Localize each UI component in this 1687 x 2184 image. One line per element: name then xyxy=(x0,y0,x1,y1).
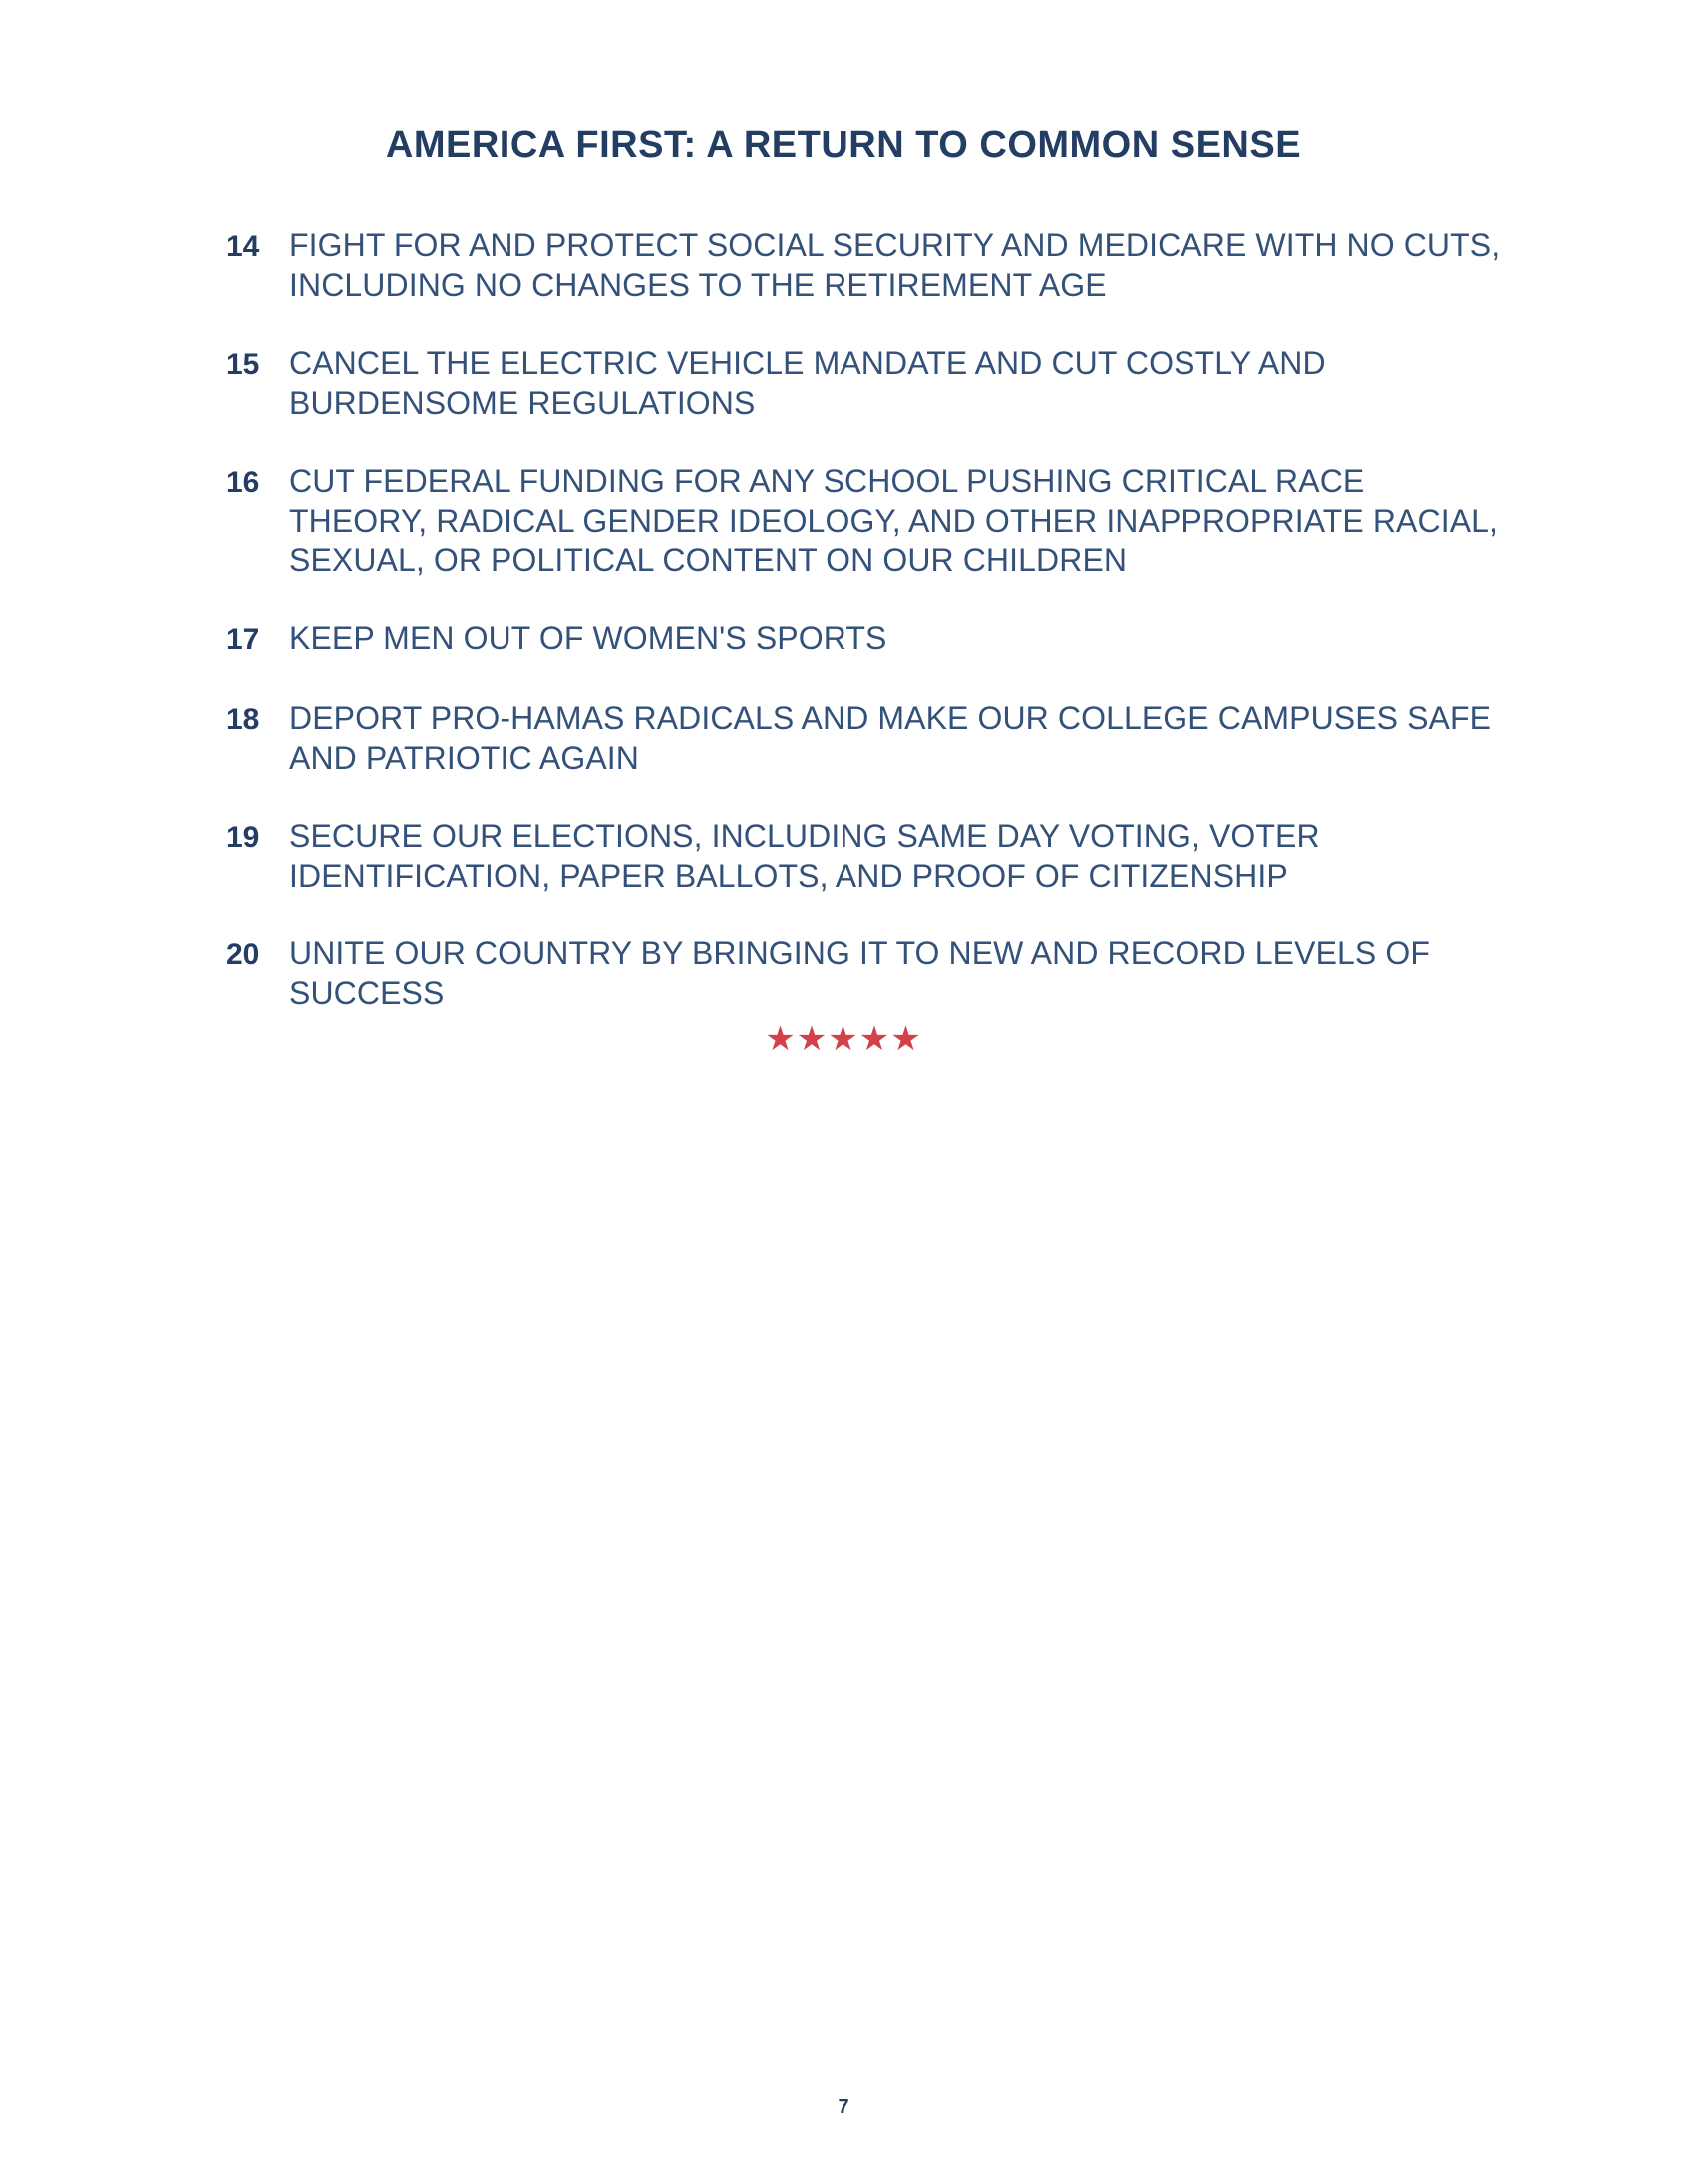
item-text: FIGHT FOR AND PROTECT SOCIAL SECURITY AND MEDICARE WITH NO CUTS, INCLUDING NO CHANGES TO THE RETIREMENT AGE xyxy=(289,227,1501,303)
page-title: AMERICA FIRST: A RETURN TO COMMON SENSE xyxy=(385,124,1302,166)
star-divider: ★★★★★ xyxy=(765,1020,922,1058)
item-text: DEPORT PRO-HAMAS RADICALS AND MAKE OUR COLLEGE CAMPUSES SAFE AND PATRIOTIC AGAIN xyxy=(289,700,1492,776)
item-number: 14 xyxy=(226,230,260,263)
list-item xyxy=(226,225,1503,305)
list-item xyxy=(226,618,1503,660)
item-text: CANCEL THE ELECTRIC VEHICLE MANDATE AND CUT COSTLY AND BURDENSOME REGULATIONS xyxy=(289,345,1326,421)
list-item xyxy=(226,461,1503,580)
list-item xyxy=(226,933,1503,1013)
policy-list xyxy=(226,225,1503,1051)
list-item xyxy=(226,698,1503,778)
item-number: 16 xyxy=(226,466,260,499)
item-number: 18 xyxy=(226,703,260,736)
item-text: CUT FEDERAL FUNDING FOR ANY SCHOOL PUSHING CRITICAL RACE THEORY, RADICAL GENDER IDEOLOGY, AND OTHER INAPPROPRIATE RACIAL, SEXUAL, OR POLITICAL CONTENT ON OUR CHILDREN xyxy=(289,463,1499,578)
list-item xyxy=(226,816,1503,896)
item-text: KEEP MEN OUT OF WOMEN'S SPORTS xyxy=(289,620,887,656)
list-item xyxy=(226,343,1503,423)
item-text: SECURE OUR ELECTIONS, INCLUDING SAME DAY VOTING, VOTER IDENTIFICATION, PAPER BALLOTS, AND PROOF OF CITIZENSHIP xyxy=(289,818,1320,894)
item-number: 15 xyxy=(226,348,260,381)
page-number: 7 xyxy=(838,2096,849,2118)
item-number: 17 xyxy=(226,623,260,656)
item-text: UNITE OUR COUNTRY BY BRINGING IT TO NEW AND RECORD LEVELS OF SUCCESS xyxy=(289,935,1430,1011)
item-number: 20 xyxy=(226,938,260,971)
item-number: 19 xyxy=(226,821,260,854)
